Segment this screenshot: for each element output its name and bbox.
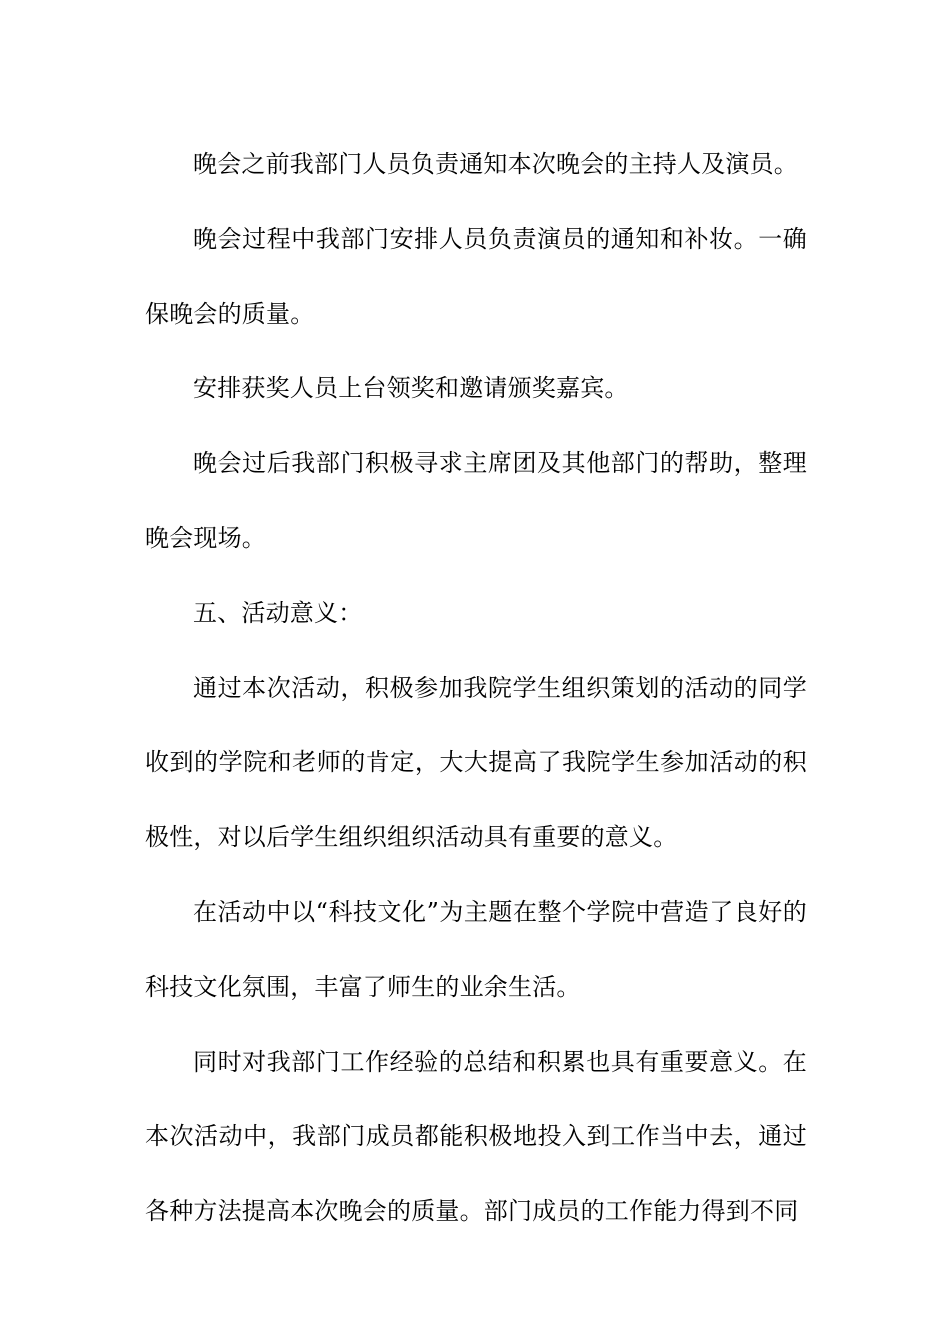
- paragraph-awards: 安排获奖人员上台领奖和邀请颁奖嘉宾。: [193, 374, 629, 403]
- paragraph-before-gala: 晚会之前我部门人员负责通知本次晚会的主持人及演员。: [193, 150, 798, 178]
- paragraph-significance-2: 在活动中以“科技文化”为主题在整个学院中营造了良好的科技文化氛围，丰富了师生的业余生活。: [145, 897, 807, 1001]
- paragraph-significance-3: 同时对我部门工作经验的总结和积累也具有重要意义。在本次活动中，我部门成员都能积极地投入到工作当中去，通过各种方法提高本次晚会的质量。部门成员的工作能力得到不同: [145, 1047, 807, 1226]
- paragraph-during-gala: 晚会过程中我部门安排人员负责演员的通知和补妆。一确保晚会的质量。: [145, 224, 807, 328]
- paragraph-significance-1: 通过本次活动，积极参加我院学生组织策划的活动的同学收到的学院和老师的肯定，大大提高了我院学生参加活动的积极性，对以后学生组织组织活动具有重要的意义。: [145, 673, 807, 852]
- document-body: [145, 127, 807, 1249]
- section-heading-significance: 五、活动意义：: [193, 598, 363, 627]
- paragraph-after-gala: 晚会过后我部门积极寻求主席团及其他部门的帮助，整理晚会现场。: [145, 449, 807, 552]
